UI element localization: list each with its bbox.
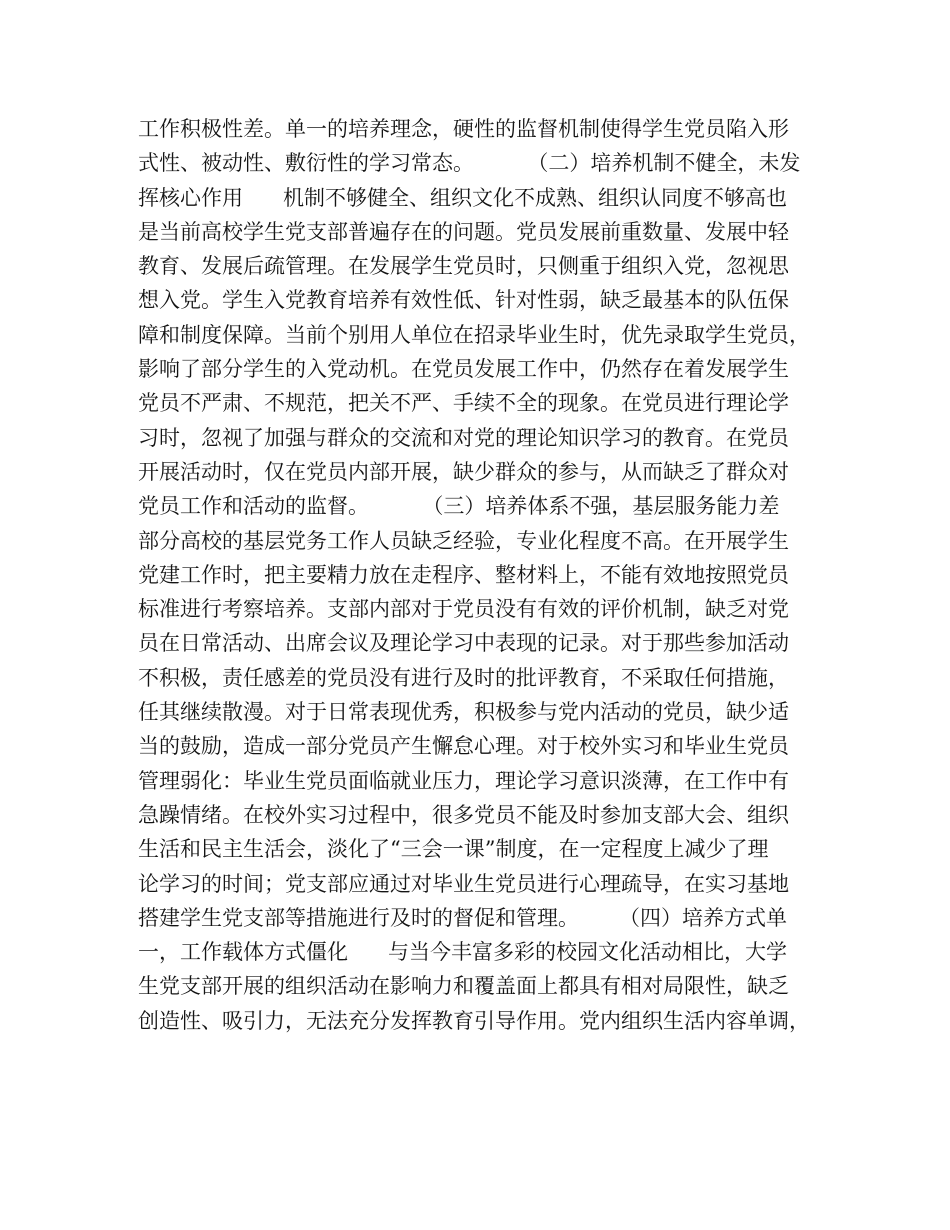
- text-line: 创造性、吸引力，无法充分发挥教育引导作用。党内组织生活内容单调，: [138, 1008, 810, 1033]
- text-line: 障和制度保障。当前个别用人单位在招录毕业生时，优先录取学生党员，: [138, 322, 810, 347]
- text-line: 党员工作和活动的监督。 （三）培养体系不强，基层服务能力差: [138, 494, 780, 519]
- text-line: 部分高校的基层党务工作人员缺乏经验，专业化程度不高。在开展学生: [138, 528, 789, 553]
- text-line: 影响了部分学生的入党动机。在党员发展工作中，仍然存在着发展学生: [138, 357, 789, 382]
- text-line: 是当前高校学生党支部普遍存在的问题。党员发展前重数量、发展中轻: [138, 219, 789, 244]
- text-line: 管理弱化：毕业生党员面临就业压力，理论学习意识淡薄，在工作中有: [138, 768, 789, 793]
- text-line: 想入党。学生入党教育培养有效性低、针对性弱，缺乏最基本的队伍保: [138, 288, 789, 313]
- text-line: 生党支部开展的组织活动在影响力和覆盖面上都具有相对局限性，缺乏: [138, 974, 789, 999]
- text-line: 习时，忽视了加强与群众的交流和对党的理论知识学习的教育。在党员: [138, 425, 789, 450]
- text-line: 搭建学生党支部等措施进行及时的督促和管理。 （四）培养方式单: [138, 905, 788, 930]
- text-line: 挥核心作用 机制不够健全、组织文化不成熟、组织认同度不够高也: [138, 185, 788, 210]
- text-line: 工作积极性差。单一的培养理念，硬性的监督机制使得学生党员陷入形: [138, 117, 789, 141]
- text-line: 生活和民主生活会，淡化了“三会一课”制度，在一定程度上减少了理: [138, 837, 769, 862]
- text-line: 任其继续散漫。对于日常表现优秀，积极参与党内活动的党员，缺少适: [138, 700, 789, 725]
- text-line: 员在日常活动、出席会议及理论学习中表现的记录。对于那些参加活动: [138, 631, 789, 656]
- text-line: 党建工作时，把主要精力放在走程序、整材料上，不能有效地按照党员: [138, 562, 789, 587]
- text-line: 当的鼓励，造成一部分党员产生懈怠心理。对于校外实习和毕业生党员: [138, 734, 789, 759]
- text-line: 式性、被动性、敷衍性的学习常态。 （二）培养机制不健全，未发: [138, 151, 801, 176]
- text-line: 急躁情绪。在校外实习过程中，很多党员不能及时参加支部大会、组织: [138, 802, 789, 827]
- text-line: 开展活动时，仅在党员内部开展，缺少群众的参与，从而缺乏了群众对: [138, 459, 789, 484]
- text-line: 标准进行考察培养。支部内部对于党员没有有效的评价机制，缺乏对党: [138, 597, 789, 622]
- body-text: [138, 112, 838, 1038]
- text-line: 论学习的时间；党支部应通过对毕业生党员进行心理疏导，在实习基地: [138, 871, 789, 896]
- text-line: 党员不严肃、不规范，把关不严、手续不全的现象。在党员进行理论学: [138, 391, 789, 416]
- text-line: 一，工作载体方式僵化 与当今丰富多彩的校园文化活动相比，大学: [138, 940, 788, 965]
- text-line: 不积极，责任感差的党员没有进行及时的批评教育，不采取任何措施，: [138, 665, 789, 690]
- text-line: 教育、发展后疏管理。在发展学生党员时，只侧重于组织入党，忽视思: [138, 254, 789, 279]
